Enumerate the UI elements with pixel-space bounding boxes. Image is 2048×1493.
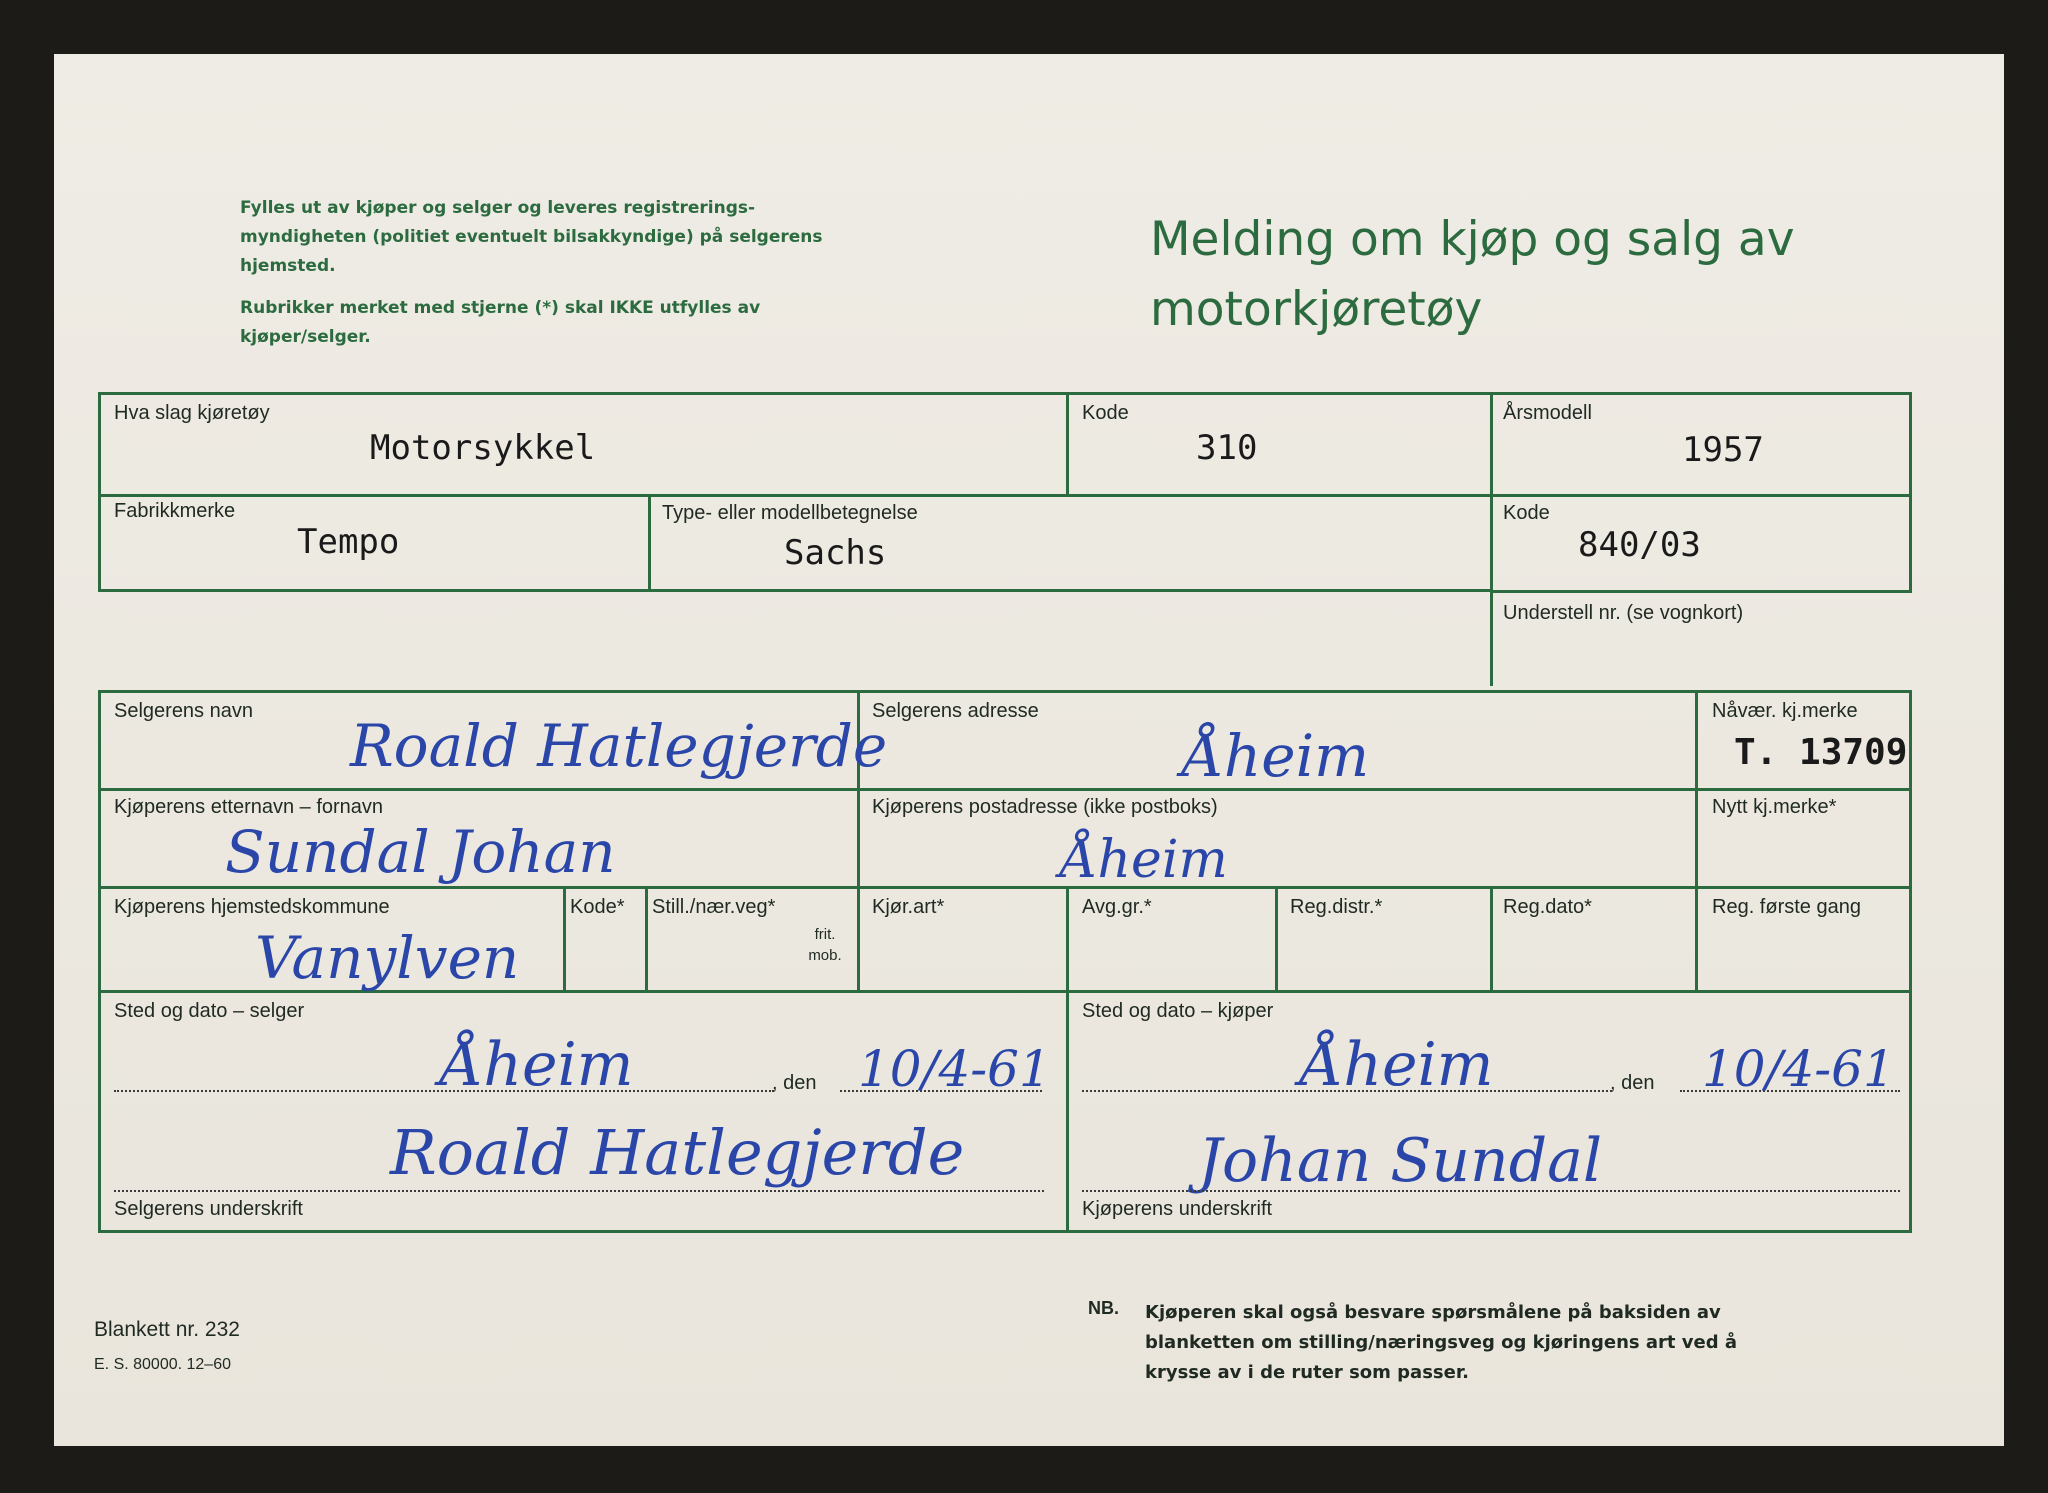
instructions-text: Fylles ut av kjøper og selger og leveres registrerings-myndigheten (politiet eventuelt bilsakkyndige) på selgerens hjemsted. — [240, 198, 823, 276]
make-label: Fabrikkmerke — [114, 500, 236, 522]
section2-row1-divider — [98, 788, 1912, 791]
model-value[interactable]: Sachs — [784, 533, 887, 573]
occupation-divider — [645, 886, 648, 990]
buyer-name-value[interactable]: Sundal Johan — [225, 818, 616, 886]
kode2-value[interactable]: 840/03 — [1578, 525, 1701, 565]
section2-bottom-border — [98, 1230, 1912, 1233]
make-value[interactable]: Tempo — [297, 522, 400, 562]
section2-left-border — [98, 690, 101, 1233]
kode2-label: Kode — [1503, 502, 1550, 524]
buyer-den-label: , den — [1610, 1072, 1655, 1094]
kode-star-label: Kode* — [570, 896, 625, 918]
section1-divider-b — [1490, 392, 1493, 686]
section2-col-divider-c — [1066, 886, 1069, 1230]
model-label: Type- eller modellbetegnelse — [662, 502, 918, 524]
section2-right-border — [1909, 690, 1912, 1233]
form-title — [1150, 205, 1795, 345]
reg-date-label: Reg.dato* — [1503, 896, 1592, 918]
seller-signature-line — [114, 1190, 1044, 1192]
seller-signature-value[interactable]: Roald Hatlegjerde — [390, 1116, 965, 1189]
section1-row-divider — [98, 494, 1912, 497]
kode-value[interactable]: 310 — [1196, 428, 1258, 468]
form-number: Blankett nr. 232 — [94, 1318, 240, 1341]
year-value[interactable]: 1957 — [1682, 430, 1764, 470]
buyer-name-label: Kjøperens etternavn – fornavn — [114, 796, 384, 818]
reg-district-divider — [1275, 886, 1278, 990]
reg-district-label: Reg.distr.* — [1290, 896, 1383, 918]
nb-label: NB. — [1088, 1298, 1119, 1318]
seller-address-value[interactable]: Åheim — [1182, 722, 1370, 790]
seller-date-value[interactable]: 10/4-61 — [858, 1040, 1051, 1098]
instructions-note: Rubrikker merket med stjerne (*) skal IKKE utfylles av kjøper/selger. — [240, 298, 761, 347]
buyer-address-label: Kjøperens postadresse (ikke postboks) — [872, 796, 1218, 818]
section2-row2-divider — [98, 886, 1912, 889]
seller-place-value[interactable]: Åheim — [440, 1030, 634, 1100]
section2-top-border — [98, 690, 1912, 693]
buyer-place-label: Sted og dato – kjøper — [1082, 1000, 1274, 1022]
section2-col-divider-b — [1695, 690, 1698, 990]
occupation-sub-label: frit. mob. — [808, 926, 842, 964]
vehicle-type-label: Hva slag kjøretøy — [114, 402, 270, 424]
first-reg-label: Reg. første gang — [1712, 896, 1861, 918]
buyer-place-line — [1082, 1090, 1612, 1092]
seller-signature-label: Selgerens underskrift — [114, 1198, 303, 1220]
seller-name-label: Selgerens navn — [114, 700, 253, 722]
vehicle-type-value[interactable]: Motorsykkel — [370, 428, 596, 468]
section1-top-border — [98, 392, 1912, 395]
seller-place-line — [114, 1090, 774, 1092]
section1-chassis-divider — [1493, 590, 1912, 593]
nb-note: Kjøperen skal også besvare spørsmålene på baksiden av blanketten om stilling/næringsveg og kjøringens art ved å krysse av i de ruter som passer. — [1145, 1302, 1738, 1383]
seller-den-label: , den — [772, 1072, 817, 1094]
form-title-line1: Melding om kjøp og salg av — [1150, 212, 1795, 267]
year-label: Årsmodell — [1503, 402, 1592, 424]
drive-type-label: Kjør.art* — [872, 896, 945, 918]
print-info: E. S. 80000. 12–60 — [94, 1356, 231, 1373]
buyer-signature-value[interactable]: Johan Sundal — [1198, 1126, 1603, 1196]
current-plate-label: Nåvær. kj.merke — [1712, 700, 1858, 722]
section1-divider-c — [648, 494, 651, 590]
kode-star-divider — [563, 886, 566, 990]
form-title-line2: motorkjøretøy — [1150, 282, 1483, 337]
current-plate-value[interactable]: T. 13709 — [1734, 732, 1908, 773]
buyer-date-value[interactable]: 10/4-61 — [1702, 1040, 1895, 1098]
buyer-address-value[interactable]: Åheim — [1060, 830, 1228, 890]
municipality-label: Kjøperens hjemstedskommune — [114, 896, 390, 918]
section1-right-border — [1909, 392, 1912, 592]
municipality-value[interactable]: Vanylven — [255, 924, 520, 992]
seller-name-value[interactable]: Roald Hatlegjerde — [350, 712, 888, 780]
section1-divider-a — [1066, 392, 1069, 494]
seller-place-label: Sted og dato – selger — [114, 1000, 305, 1022]
buyer-signature-label: Kjøperens underskrift — [1082, 1198, 1273, 1220]
buyer-signature-line — [1082, 1190, 1900, 1192]
seller-address-label: Selgerens adresse — [872, 700, 1039, 722]
buyer-place-value[interactable]: Åheim — [1300, 1030, 1494, 1100]
section1-left-border — [98, 392, 101, 592]
occupation-label: Still./nær.veg* — [652, 896, 776, 918]
kode-label: Kode — [1082, 402, 1129, 424]
new-plate-label: Nytt kj.merke* — [1712, 796, 1837, 818]
chassis-label: Understell nr. (se vognkort) — [1503, 602, 1744, 624]
tax-group-label: Avg.gr.* — [1082, 896, 1152, 918]
section1-bottom-border — [98, 589, 1493, 592]
reg-date-divider — [1490, 886, 1493, 990]
